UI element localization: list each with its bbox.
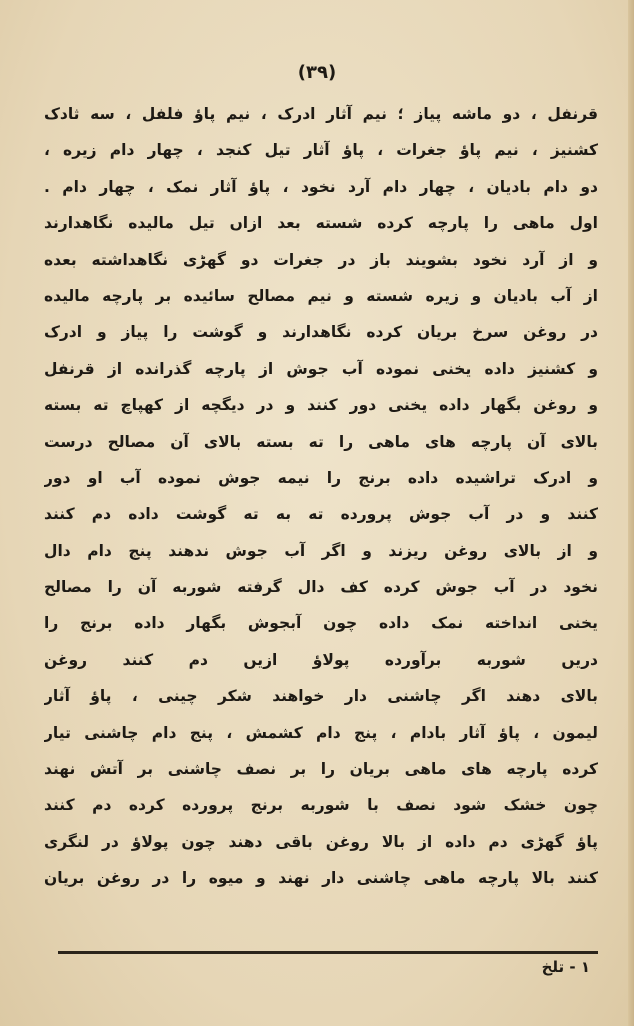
text-line: کشنیز ، نیم پاؤ جغرات ، پاؤ آثار تیل کنجد ، چهار دام زیره ، [44, 141, 598, 160]
body-text [44, 96, 598, 897]
text-line: لیمون ، پاؤ آثار بادام ، پنج دام کشمش ، پنج دام چاشنی تیار [44, 723, 598, 742]
page-edge [628, 0, 634, 1026]
footnote-divider [58, 951, 598, 954]
text-line: بالای آن پارچه های ماهی را ته بسته بالای آن مصالح درست [44, 432, 598, 451]
text-line: دریں شوربه برآورده پولاؤ ازیں دم کنند روغن [44, 650, 598, 669]
text-line: پاؤ گهڑی دم داده از بالا روغن باقی دهند چون پولاؤ در لنگری [44, 832, 598, 851]
text-line: از آب بادیان و زیره شسته و نیم مصالح سائیده بر پارچه مالیده [44, 286, 598, 305]
text-line: و از بالای روغن ریزند و اگر آب جوش ندهند پنج دام دال [44, 541, 598, 560]
text-line: و روغن بگهار داده یخنی دور کنند و در دیگچه از کهپاچ ته بسته [44, 396, 598, 415]
text-line: نخود در آب جوش کرده کف دال گرفته شوربه آن را مصالح [44, 578, 598, 597]
footnote: ۱ - تلخ [541, 958, 590, 976]
text-line: و کشنیز داده یخنی نموده آب جوش از پارچه گذرانده از قرنفل [44, 359, 598, 378]
text-line: قرنفل ، دو ماشه پیاز ؛ نیم آثار ادرک ، نیم پاؤ فلفل ، سه ثادک [44, 105, 598, 123]
text-line: کنند بالا پارچه ماهی چاشنی دار نهند و میوه را در روغن بریان [44, 869, 598, 888]
text-line: کرده پارچه های ماهی بریان را بر نصف چاشنی بر آتش نهند [44, 760, 598, 779]
page-number: (۳۹) [297, 62, 337, 83]
text-line: بالای دهند اگر چاشنی دار خواهند شکر چینی ، پاؤ آثار [44, 687, 598, 706]
text-line: یخنی انداخته نمک داده چون آبجوش بگهار داده برنج را [44, 614, 598, 633]
text-line: اول ماهی را پارچه کرده شسته بعد ازاں تیل مالیده نگاهدارند [44, 214, 598, 233]
text-line: چون خشک شود نصف با شوربه برنج پرورده کرده دم کنند [44, 796, 598, 815]
text-line: دو دام بادیان ، چهار دام آرد نخود ، پاؤ آثار نمک ، چهار دام . [44, 177, 598, 196]
text-line: در روغن سرخ بریان کرده نگاهدارند و گوشت را پیاز و ادرک [44, 323, 598, 342]
text-line: و ادرک تراشیده داده برنج را نیمه جوش نموده آب او دور [44, 468, 598, 487]
text-line: کنند و در آب جوش پرورده ته به ته گوشت داده دم کنند [44, 505, 598, 524]
text-line: و از آرد نخود بشویند باز در جغرات دو گهڑی نگاهداشته بعده [44, 250, 598, 269]
